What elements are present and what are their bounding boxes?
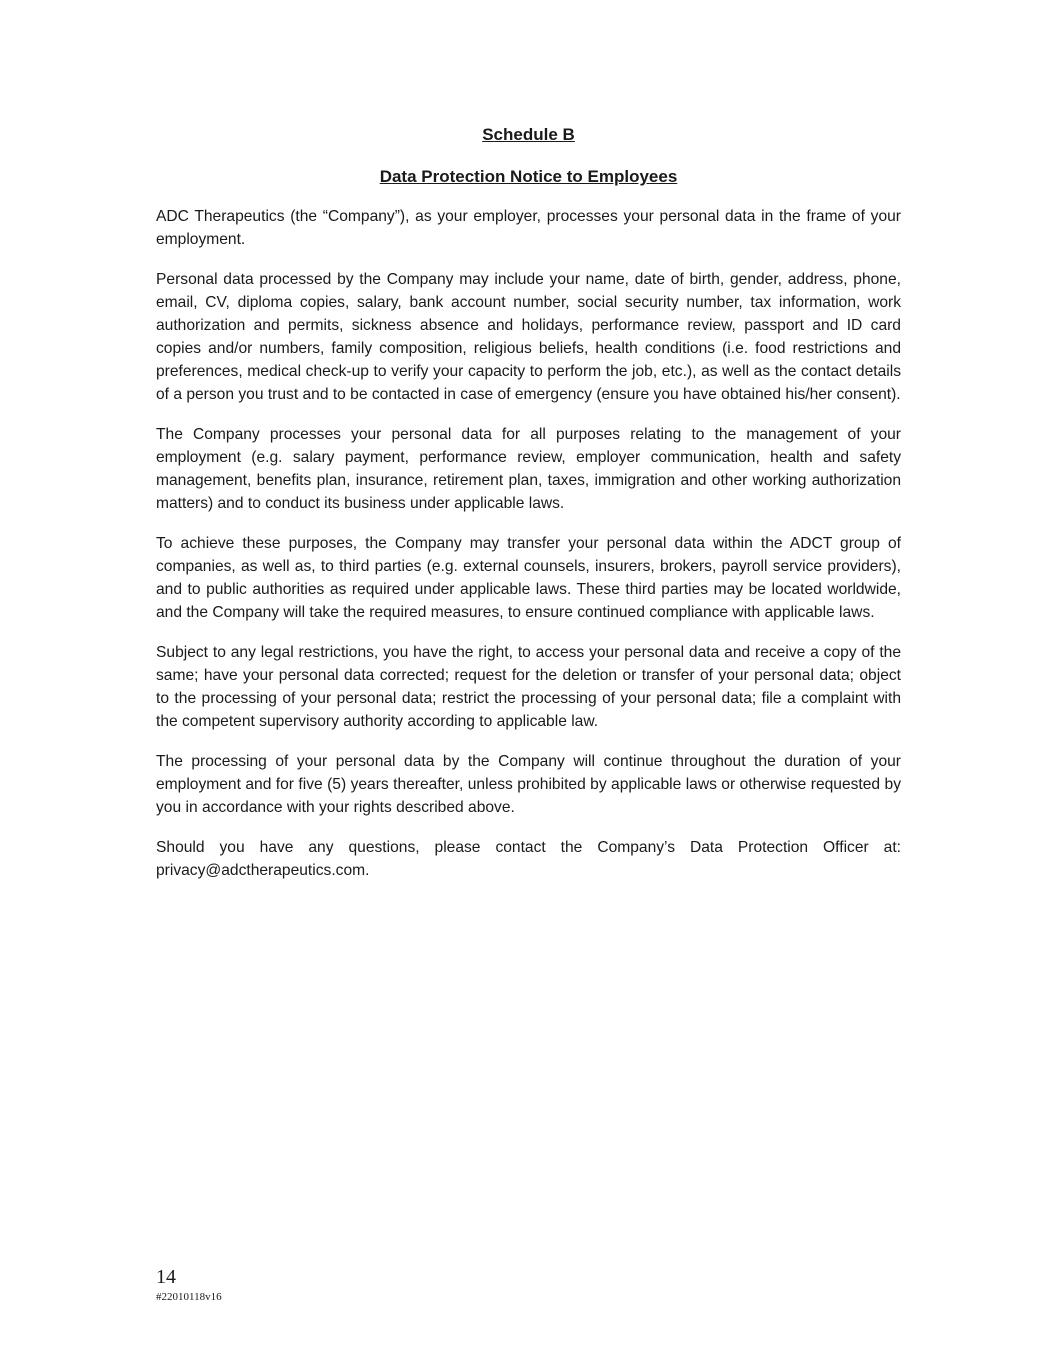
page-number: 14 <box>156 1266 176 1288</box>
paragraph-intro: ADC Therapeutics (the “Company”), as your employer, processes your personal data in the frame of your employment. <box>156 208 901 248</box>
document-id: #22010118v16 <box>156 1291 222 1303</box>
paragraph-contact: Should you have any questions, please contact the Company’s Data Protection Officer at: privacy@adctherapeutics.com. <box>156 839 901 879</box>
paragraph-retention: The processing of your personal data by the Company will continue throughout the duration of your employment and for five (5) years thereafter, unless prohibited by applicable laws or otherwise requested by you in accordance with your rights described above. <box>156 753 901 816</box>
paragraph-rights: Subject to any legal restrictions, you have the right, to access your personal data and receive a copy of the same; have your personal data corrected; request for the deletion or transfer of your personal data; object to the processing of your personal data; restrict the processing of your personal data; file a complaint with the competent supervisory authority according to applicable law. <box>156 644 901 730</box>
paragraph-purposes: The Company processes your personal data for all purposes relating to the management of your employment (e.g. salary payment, performance review, employer communication, health and safety management, benefits plan, insurance, retirement plan, taxes, immigration and other working authorization matters) and to conduct its business under applicable laws. <box>156 426 901 512</box>
schedule-title: Schedule B <box>482 125 575 144</box>
notice-title: Data Protection Notice to Employees <box>379 167 678 186</box>
paragraph-data-categories: Personal data processed by the Company may include your name, date of birth, gender, address, phone, email, CV, diploma copies, salary, bank account number, social security number, tax information, work authorization and permits, sickness absence and holidays, performance review, passport and ID card copies and/or numbers, family composition, religious beliefs, health conditions (i.e. food restrictions and preferences, medical check-up to verify your capacity to perform the job, etc.), as well as the contact details of a person you trust and to be contacted in case of emergency (ensure you have obtained his/her consent). <box>156 271 901 403</box>
paragraph-transfers: To achieve these purposes, the Company may transfer your personal data within the ADCT group of companies, as well as, to third parties (e.g. external counsels, insurers, brokers, payroll service providers), and to public authorities as required under applicable laws. These third parties may be located worldwide, and the Company will take the required measures, to ensure continued compliance with applicable laws. <box>156 535 901 621</box>
document-page <box>156 124 901 899</box>
